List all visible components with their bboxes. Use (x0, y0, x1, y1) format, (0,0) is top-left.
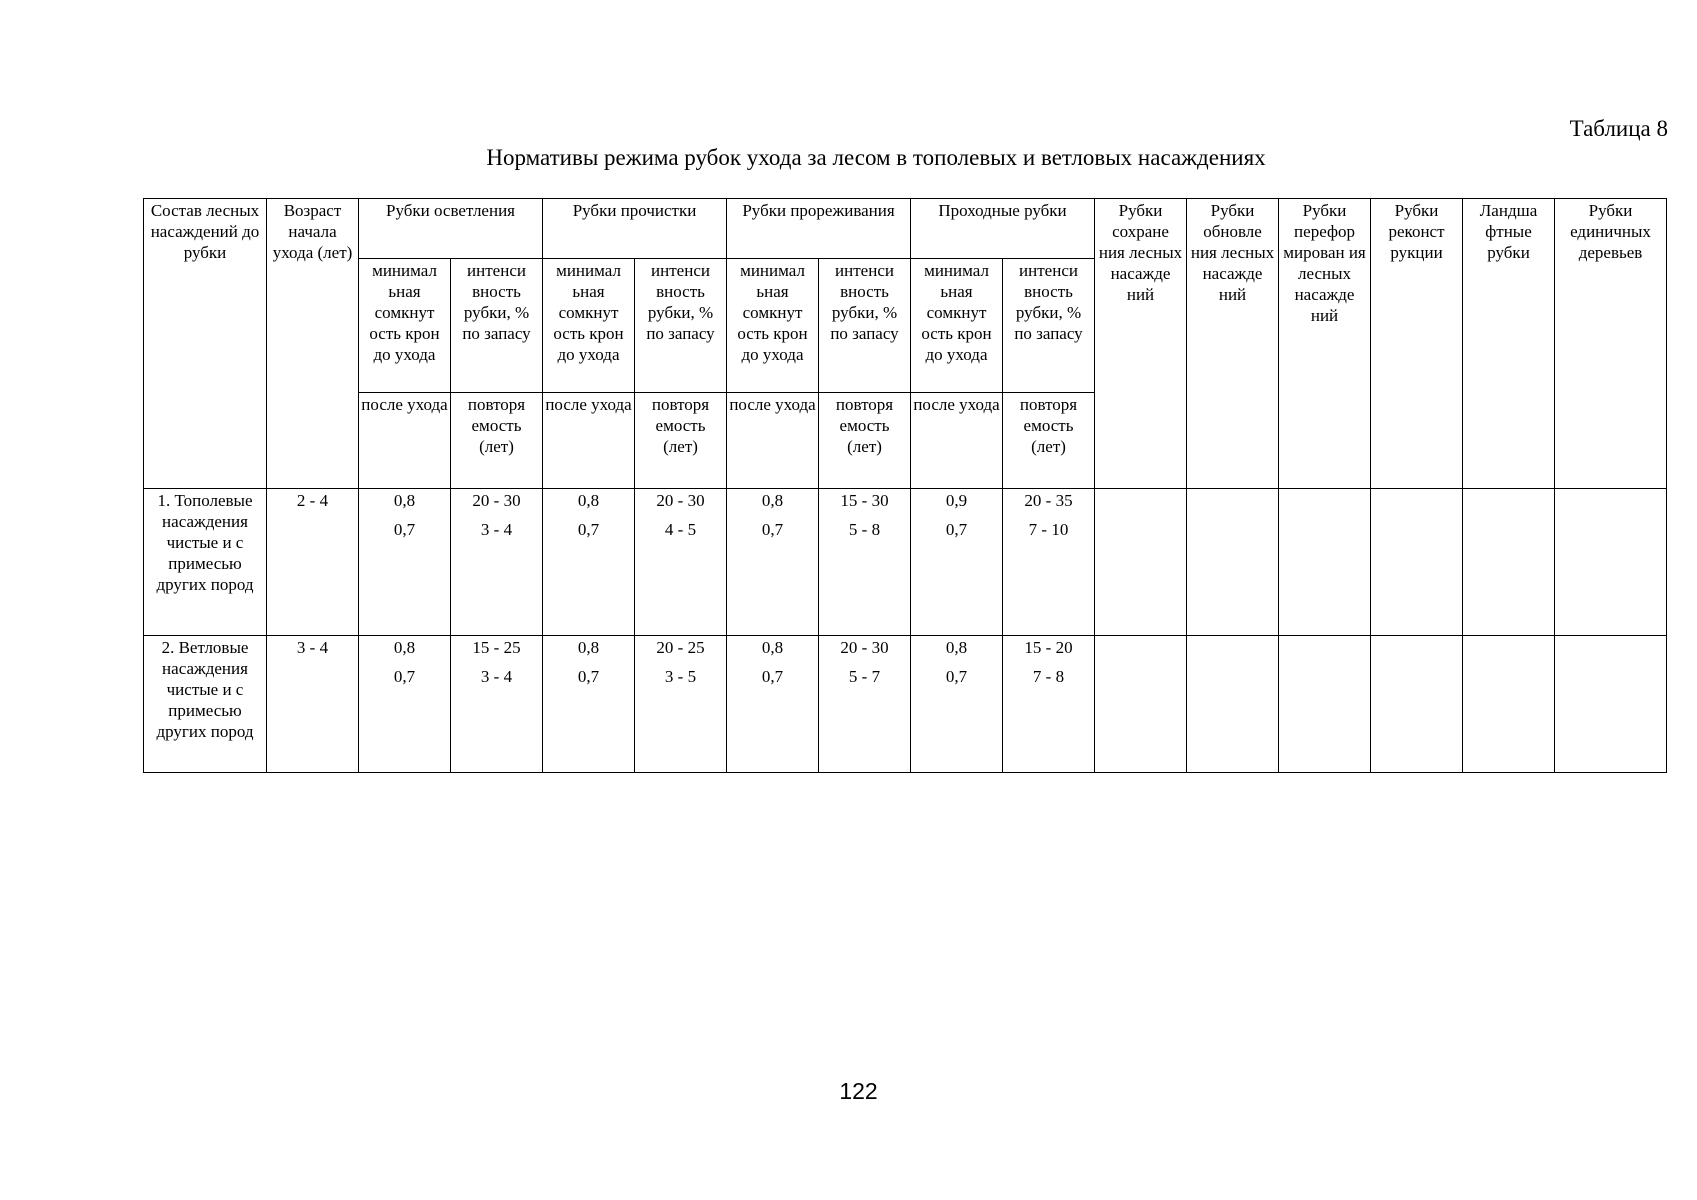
row-name: 2. Ветловые насаждения чистые и с примесью других пород (144, 636, 267, 773)
row-age: 2 - 4 (267, 489, 359, 636)
header-group-1: Рубки осветления (359, 199, 543, 259)
table-label: Таблица 8 (1569, 116, 1668, 141)
value-cell: 0,8 0,7 (359, 489, 451, 636)
value-cell: 0,8 0,7 (543, 636, 635, 773)
value-cell: 0,8 0,7 (727, 636, 819, 773)
subheader-min-3: минимал ьная сомкнут ость крон до ухода (727, 259, 819, 393)
subheader-min-1: минимал ьная сомкнут ость крон до ухода (359, 259, 451, 393)
row-name: 1. Тополевые насаждения чистые и с примесью других пород (144, 489, 267, 636)
header-composition: Состав лесных насаждений до рубки (144, 199, 267, 489)
empty-cell (1463, 489, 1555, 636)
value-cell: 0,8 0,7 (727, 489, 819, 636)
header-group-3: Рубки прореживания (727, 199, 911, 259)
value-cell: 20 - 30 5 - 7 (819, 636, 911, 773)
value-cell: 15 - 20 7 - 8 (1003, 636, 1095, 773)
header-start-age: Возраст начала ухода (лет) (267, 199, 359, 489)
subheader-after-1: после ухода (359, 393, 451, 489)
subheader-after-2: после ухода (543, 393, 635, 489)
norms-table (143, 198, 1667, 773)
value-cell: 15 - 25 3 - 4 (451, 636, 543, 773)
empty-cell (1555, 636, 1667, 773)
subheader-rep-2: повторя емость (лет) (635, 393, 727, 489)
empty-cell (1095, 636, 1187, 773)
header-group-4: Проходные рубки (911, 199, 1095, 259)
subheader-rep-4: повторя емость (лет) (1003, 393, 1095, 489)
value-cell: 0,8 0,7 (543, 489, 635, 636)
header-extra-5: Ландша фтные рубки (1463, 199, 1555, 489)
page-number: 122 (839, 1078, 878, 1104)
empty-cell (1463, 636, 1555, 773)
subheader-after-3: после ухода (727, 393, 819, 489)
subheader-min-2: минимал ьная сомкнут ость крон до ухода (543, 259, 635, 393)
value-cell: 20 - 35 7 - 10 (1003, 489, 1095, 636)
empty-cell (1095, 489, 1187, 636)
header-extra-2: Рубки обновле ния лесных насажде ний (1187, 199, 1279, 489)
subheader-int-1: интенси вность рубки, % по запасу (451, 259, 543, 393)
subheader-int-2: интенси вность рубки, % по запасу (635, 259, 727, 393)
value-cell: 0,8 0,7 (911, 636, 1003, 773)
page-title: Нормативы режима рубок ухода за лесом в тополевых и ветловых насаждениях (486, 145, 1266, 170)
header-extra-1: Рубки сохране ния лесных насажде ний (1095, 199, 1187, 489)
empty-cell (1555, 489, 1667, 636)
empty-cell (1371, 489, 1463, 636)
empty-cell (1279, 489, 1371, 636)
subheader-rep-1: повторя емость (лет) (451, 393, 543, 489)
empty-cell (1187, 489, 1279, 636)
subheader-rep-3: повторя емость (лет) (819, 393, 911, 489)
subheader-after-4: после ухода (911, 393, 1003, 489)
header-extra-4: Рубки реконст рукции (1371, 199, 1463, 489)
value-cell: 15 - 30 5 - 8 (819, 489, 911, 636)
empty-cell (1279, 636, 1371, 773)
subheader-min-4: минимал ьная сомкнут ость крон до ухода (911, 259, 1003, 393)
header-extra-6: Рубки единичных деревьев (1555, 199, 1667, 489)
subheader-int-4: интенси вность рубки, % по запасу (1003, 259, 1095, 393)
empty-cell (1371, 636, 1463, 773)
header-extra-3: Рубки перефор мирован ия лесных насажде ний (1279, 199, 1371, 489)
table-row (144, 489, 1667, 636)
value-cell: 0,8 0,7 (359, 636, 451, 773)
value-cell: 0,9 0,7 (911, 489, 1003, 636)
subheader-int-3: интенси вность рубки, % по запасу (819, 259, 911, 393)
value-cell: 20 - 30 3 - 4 (451, 489, 543, 636)
empty-cell (1187, 636, 1279, 773)
table-row (144, 636, 1667, 773)
row-age: 3 - 4 (267, 636, 359, 773)
value-cell: 20 - 25 3 - 5 (635, 636, 727, 773)
header-group-2: Рубки прочистки (543, 199, 727, 259)
value-cell: 20 - 30 4 - 5 (635, 489, 727, 636)
